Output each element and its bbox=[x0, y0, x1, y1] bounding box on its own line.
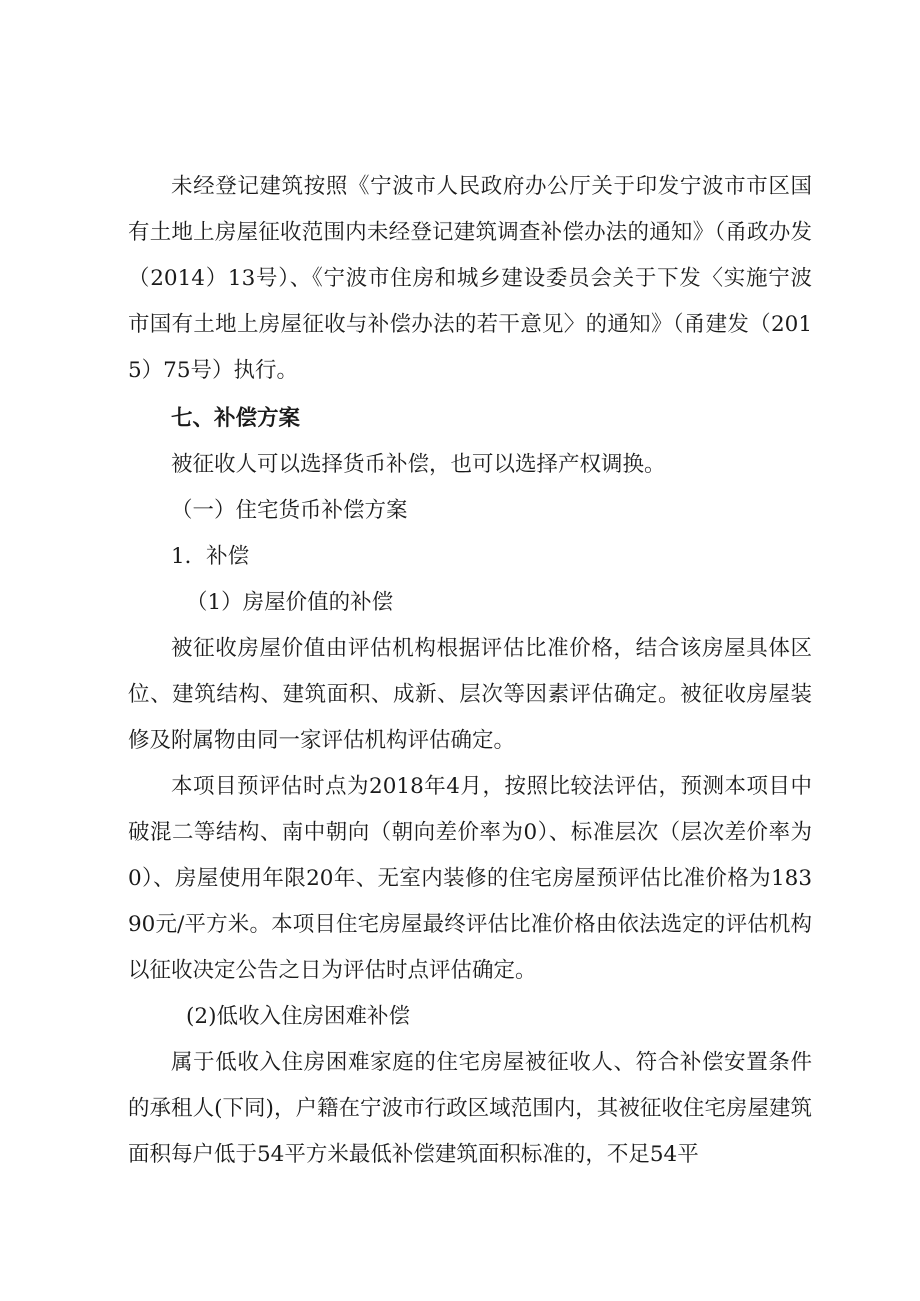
section-heading-compensation-plan: 七、补偿方案 bbox=[171, 406, 301, 431]
document-body bbox=[128, 164, 812, 1178]
item-low-income-compensation: (2)低收入住房困难补偿 bbox=[186, 1004, 410, 1029]
paragraph-pre-assessment: 本项目预评估时点为2018年4月，按照比较法评估，预测本项目中破混二等结构、南中朝向（朝向差价率为0）、标准层次（层次差价率为0）、房屋使用年限20年、无室内装修的住宅房屋预评估比准价格为18390元/平方米。本项目住宅房屋最终评估比准价格由依法选定的评估机构以征收决定公告之日为评估时点评估确定。 bbox=[128, 774, 812, 983]
paragraph-unregistered-buildings: 未经登记建筑按照《宁波市人民政府办公厅关于印发宁波市市区国有土地上房屋征收范围内未经登记建筑调查补偿办法的通知》（甬政办发（2014）13号）、《宁波市住房和城乡建设委员会关于下发〈实施宁波市国有土地上房屋征收与补偿办法的若干意见〉的通知》（甬建发（2015）75号）执行。 bbox=[128, 174, 812, 383]
item-compensation: 1．补偿 bbox=[171, 544, 250, 569]
paragraph-house-value: 被征收房屋价值由评估机构根据评估比准价格，结合该房屋具体区位、建筑结构、建筑面积、成新、层次等因素评估确定。被征收房屋装修及附属物由同一家评估机构评估确定。 bbox=[128, 636, 812, 753]
item-house-value-compensation: （1）房屋价值的补偿 bbox=[186, 590, 394, 615]
paragraph-low-income: 属于低收入住房困难家庭的住宅房屋被征收人、符合补偿安置条件的承租人(下同)，户籍在宁波市行政区域范围内，其被征收住宅房屋建筑面积每户低于54平方米最低补偿建筑面积标准的，不足54平 bbox=[128, 1050, 812, 1167]
subheading-residential-monetary: （一）住宅货币补偿方案 bbox=[171, 498, 408, 523]
paragraph-compensation-choice: 被征收人可以选择货币补偿，也可以选择产权调换。 bbox=[171, 452, 666, 477]
